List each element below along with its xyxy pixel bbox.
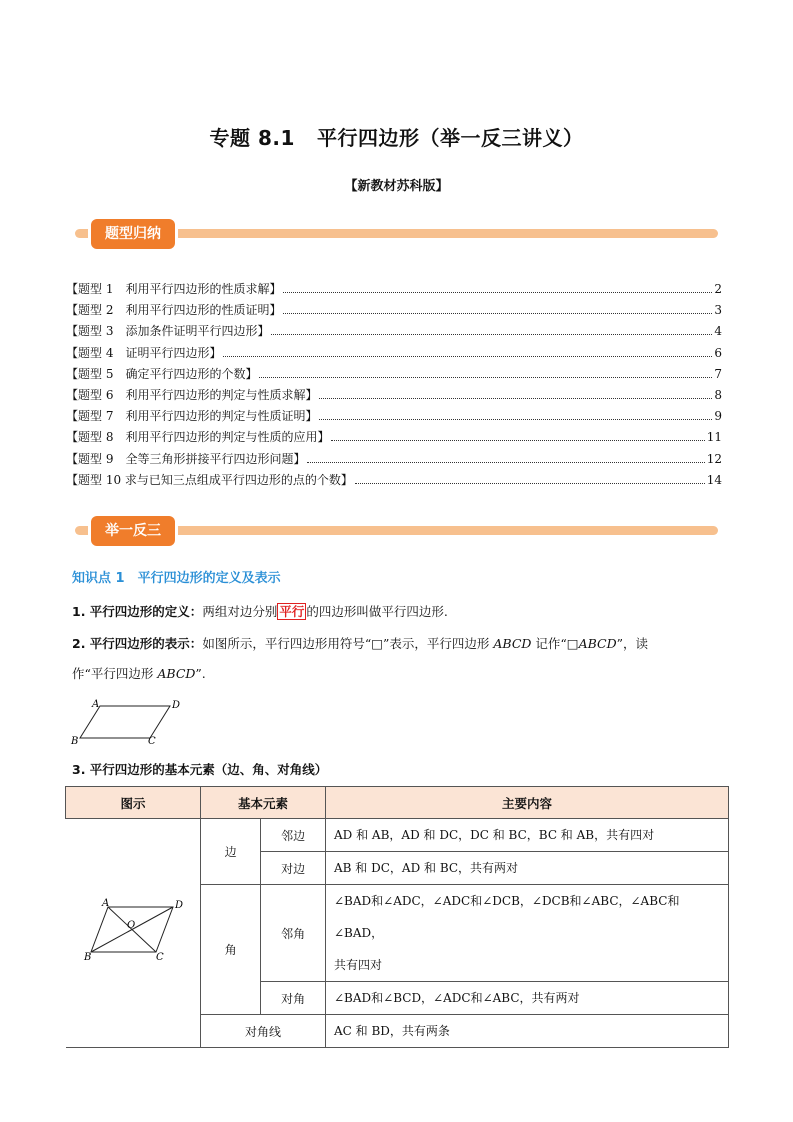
- center-label-o: O: [126, 919, 135, 931]
- toc-item[interactable]: [66, 344, 722, 365]
- parallelogram-shape: [80, 706, 170, 738]
- toc-item[interactable]: [66, 280, 722, 301]
- vertex-label-a: A: [101, 897, 109, 909]
- toc-leader: [283, 292, 712, 293]
- definition-label: 1. 平行四边形的定义：: [72, 604, 203, 619]
- page-title: [0, 122, 793, 151]
- title-number: 专题 8.1: [209, 126, 295, 150]
- toc-page: 11: [706, 430, 722, 445]
- table-header: 主要内容: [326, 787, 729, 819]
- banner-toc: 题型归纳: [91, 219, 175, 249]
- vertex-label-b: B: [83, 951, 92, 963]
- toc-leader: [331, 440, 704, 441]
- toc-page: 4: [714, 324, 722, 339]
- elements-table: [65, 786, 729, 1048]
- parallelogram-diagonals-figure: [78, 892, 188, 972]
- toc-label: 【题型 1 利用平行四边形的性质求解】: [66, 282, 282, 296]
- table-header: 图示: [66, 787, 201, 819]
- toc-item[interactable]: [66, 450, 722, 471]
- toc-page: 14: [706, 472, 722, 487]
- toc-label: 【题型 5 确定平行四边形的个数】: [66, 366, 258, 381]
- vertex-label-d: D: [172, 700, 181, 711]
- adjacent-angle-label: 邻角: [261, 885, 326, 982]
- toc-page: 2: [714, 282, 722, 296]
- representation-paragraph: [72, 629, 722, 689]
- toc-page: 8: [714, 387, 722, 402]
- toc-item[interactable]: [66, 386, 722, 407]
- vertex-label-d: D: [174, 899, 183, 911]
- table-of-contents: [66, 280, 722, 492]
- representation-label: 2. 平行四边形的表示：: [72, 636, 203, 651]
- toc-leader: [223, 356, 712, 357]
- table-header-row: [66, 787, 729, 819]
- representation-text: 记作“□: [531, 636, 579, 651]
- toc-item[interactable]: [66, 322, 722, 343]
- definition-text: 两组对边分别: [202, 604, 278, 619]
- toc-leader: [355, 483, 705, 484]
- group-side: 边: [201, 819, 261, 885]
- highlight-parallel: 平行: [279, 604, 305, 619]
- toc-label: 【题型 10 求与已知三点组成平行四边形的点的个数】: [66, 472, 353, 487]
- elements-label: 3. 平行四边形的基本元素（边、角、对角线）: [72, 762, 328, 777]
- toc-item[interactable]: [66, 407, 722, 428]
- definition-paragraph: [72, 597, 722, 627]
- toc-leader: [319, 398, 712, 399]
- page-subtitle: 【新教材苏科版】: [344, 179, 449, 194]
- adjacent-angle-line: 共有四对: [334, 958, 383, 972]
- toc-item[interactable]: [66, 301, 722, 322]
- vertex-label-c: C: [148, 736, 156, 747]
- toc-item[interactable]: [66, 365, 722, 386]
- math-abcd: ABCD: [157, 666, 196, 681]
- toc-label: 【题型 9 全等三角形拼接平行四边形问题】: [66, 451, 306, 466]
- adjacent-angle-line: ∠BAD和∠ADC，∠ADC和∠DCB，∠DCB和∠ABC，∠ABC和∠BAD，: [334, 894, 680, 940]
- toc-label: 【题型 4 证明平行四边形】: [66, 345, 222, 360]
- adjacent-angle-content: [326, 885, 729, 982]
- table-header: 基本元素: [201, 787, 326, 819]
- toc-label: 【题型 3 添加条件证明平行四边形】: [66, 324, 270, 339]
- toc-label: 【题型 6 利用平行四边形的判定与性质求解】: [66, 387, 318, 402]
- adjacent-side-content: AD 和 AB，AD 和 DC，DC 和 BC，BC 和 AB，共有四对: [326, 819, 729, 852]
- toc-leader: [283, 313, 712, 314]
- definition-text: 的四边形叫做平行四边形.: [306, 604, 448, 619]
- toc-label: 【题型 7 利用平行四边形的判定与性质证明】: [66, 409, 318, 424]
- opposite-angle-content: ∠BAD和∠BCD，∠ADC和∠ABC，共有两对: [326, 982, 729, 1015]
- banner-practice: 举一反三: [91, 516, 175, 546]
- vertex-label-c: C: [155, 951, 164, 963]
- toc-item[interactable]: [66, 428, 722, 449]
- toc-item[interactable]: [66, 471, 722, 492]
- toc-page: 7: [714, 366, 722, 381]
- toc-page: 9: [714, 409, 722, 424]
- toc-label: 【题型 2 利用平行四边形的性质证明】: [66, 303, 282, 318]
- group-angle: 角: [201, 885, 261, 1015]
- toc-page: 12: [706, 451, 722, 466]
- diagonal-content: AC 和 BD，共有两条: [326, 1015, 729, 1048]
- toc-leader: [271, 334, 712, 335]
- opposite-side-label: 对边: [261, 852, 326, 885]
- math-abcd: ABCD: [578, 636, 617, 651]
- title-text: 平行四边形（举一反三讲义）: [316, 126, 584, 150]
- representation-text: ”.: [195, 666, 206, 681]
- figure-cell: [66, 819, 201, 1048]
- toc-label: 【题型 8 利用平行四边形的判定与性质的应用】: [66, 430, 330, 445]
- representation-text: 如图所示，平行四边形用符号“□”表示，平行四边形: [202, 636, 494, 651]
- representation-text: ”，读: [616, 636, 649, 651]
- toc-leader: [307, 462, 704, 463]
- vertex-label-a: A: [92, 699, 100, 710]
- vertex-label-b: B: [71, 736, 79, 747]
- knowledge-heading: 知识点 1 平行四边形的定义及表示: [72, 571, 281, 586]
- diagonal-label: 对角线: [201, 1015, 326, 1048]
- math-abcd: ABCD: [493, 636, 532, 651]
- elements-heading: [72, 755, 722, 785]
- toc-page: 3: [714, 303, 722, 318]
- opposite-side-content: AB 和 DC，AD 和 BC，共有两对: [326, 852, 729, 885]
- toc-leader: [259, 377, 712, 378]
- toc-leader: [319, 419, 712, 420]
- toc-page: 6: [714, 345, 722, 360]
- parallelogram-figure: [66, 696, 186, 748]
- adjacent-side-label: 邻边: [261, 819, 326, 852]
- opposite-angle-label: 对角: [261, 982, 326, 1015]
- table-row: [66, 819, 729, 852]
- representation-text: 作“平行四边形: [72, 666, 158, 681]
